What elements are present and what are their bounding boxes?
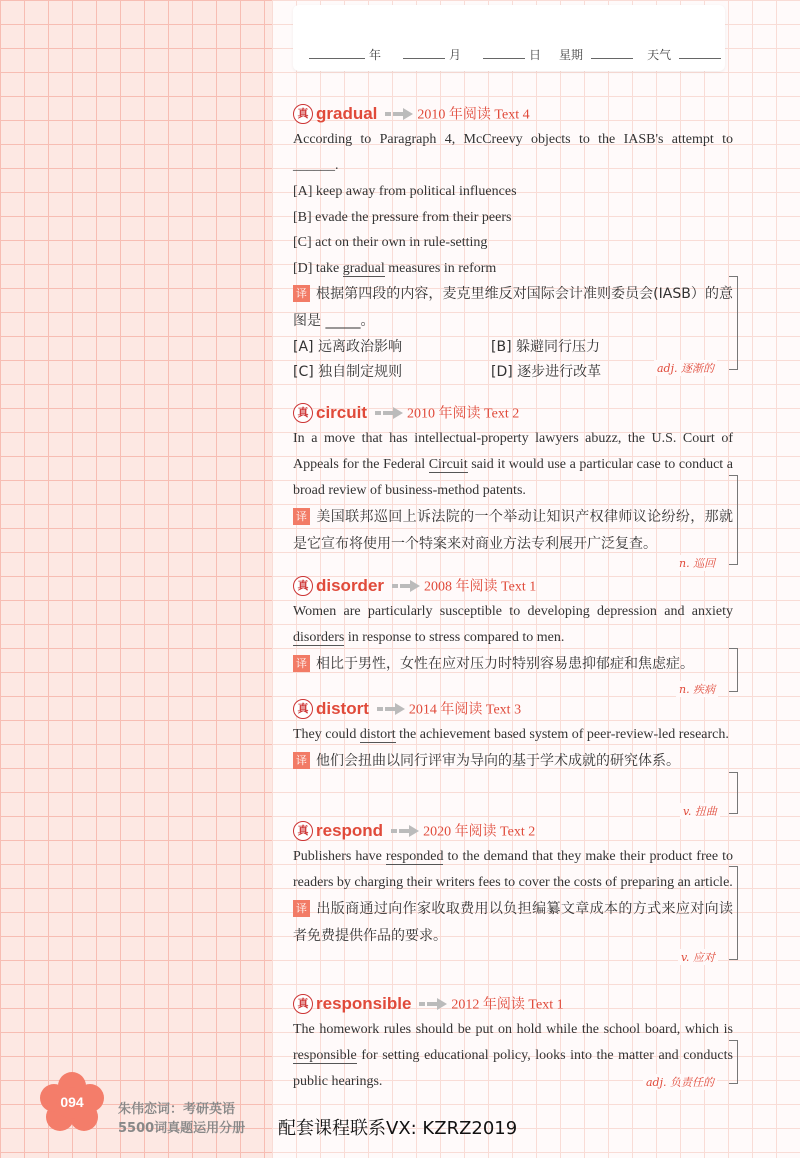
year-blank [309, 48, 365, 59]
example-sentence [293, 844, 733, 896]
bracket-line [729, 1040, 738, 1084]
translation [293, 504, 733, 558]
grid-background-left [0, 0, 272, 1158]
entry-circuit [293, 402, 733, 558]
translation-badge-icon: 译 [293, 285, 310, 302]
translation-text: 他们会扭曲以同行评审为导向的基于学术成就的研究体系。 [316, 753, 680, 769]
option-a: [A] keep away from political influences [293, 184, 517, 199]
source-label: 2020 年阅读 Text 2 [423, 824, 536, 840]
entry-header [293, 575, 733, 599]
translation [293, 748, 733, 775]
headword: gradual [316, 103, 378, 123]
sentence-prefix: They could [293, 727, 360, 742]
keyword-underlined: responded [385, 849, 444, 864]
option-b: [B] evade the pressure from their peers [293, 209, 512, 225]
day-label: 日 [529, 48, 542, 62]
zhen-badge-icon: 真 [293, 994, 313, 1014]
translation [293, 281, 733, 335]
part-of-speech: adj. 逐渐的 [654, 360, 717, 376]
arrow-icon [391, 825, 419, 837]
source-label: 2010 年阅读 Text 2 [407, 406, 520, 422]
keyword-underlined: gradual [342, 260, 385, 276]
arrow-icon [419, 998, 447, 1010]
headword: disorder [316, 575, 385, 595]
option-d [293, 256, 733, 282]
headword: distort [316, 698, 369, 718]
sentence-suffix: to the demand that they make their product free to readers by charging their writers fees to cover the costs of preparing an article. [293, 849, 733, 890]
entry-disorder [293, 575, 733, 678]
example-sentence [293, 599, 733, 651]
entry-header [293, 402, 733, 426]
contact-note: 配套课程联系VX: KZRZ2019 [278, 1118, 518, 1139]
weather-blank [679, 48, 721, 59]
keyword-underlined: Circuit [428, 457, 468, 472]
zhen-badge-icon: 真 [293, 403, 313, 423]
date-header-line [305, 46, 725, 63]
translation-badge-icon: 译 [293, 752, 310, 769]
weather-label: 天气 [647, 48, 672, 62]
part-of-speech: adj. 负责任的 [643, 1074, 717, 1090]
bracket-line [729, 648, 738, 692]
bracket-line [729, 772, 738, 814]
part-of-speech: v. 应对 [678, 949, 718, 965]
sentence-suffix: said it would use a particular case to conduct a broad review of business-method patents. [293, 457, 733, 498]
headword: responsible [316, 993, 412, 1013]
sentence-suffix: for setting educational policy, looks into the matter and conducts public hearings. [293, 1048, 733, 1089]
part-of-speech: n. 巡回 [676, 555, 718, 571]
weekday-blank [591, 48, 633, 59]
arrow-icon [377, 703, 405, 715]
source-label: 2012 年阅读 Text 1 [451, 997, 564, 1013]
sentence-prefix: Women are particularly susceptible to developing depression and anxiety [293, 604, 733, 619]
keyword-underlined: responsible [293, 1048, 357, 1063]
translation-text: 出版商通过向作家收取费用以负担编纂文章成本的方式来应对向读者免费提供作品的要求。 [293, 901, 733, 944]
day-blank [483, 48, 525, 59]
question-text: According to Paragraph 4, McCreevy objects to the IASB's attempt to ______. [293, 132, 733, 173]
entry-gradual [293, 103, 733, 385]
sentence-prefix: In a move that has intellectual-property lawyers abuzz, the U.S. Court of Appeals for the Federal [293, 431, 733, 472]
entry-header [293, 698, 733, 722]
part-of-speech: v. 扭曲 [680, 803, 720, 819]
zh-option-a: [A] 远离政治影响 [293, 339, 402, 355]
bracket-line [729, 475, 738, 565]
translation [293, 896, 733, 950]
bracket-line [729, 866, 738, 960]
sentence-suffix: in response to stress compared to men. [344, 630, 565, 645]
zh-option-b: [B] 躲避同行压力 [491, 339, 600, 355]
bracket-line [729, 276, 738, 370]
entry-header [293, 820, 733, 844]
weekday-label: 星期 [559, 48, 584, 62]
arrow-icon [385, 108, 413, 120]
source-label: 2010 年阅读 Text 4 [417, 107, 530, 123]
entry-header [293, 993, 733, 1017]
translation-badge-icon: 译 [293, 900, 310, 917]
entry-header [293, 103, 733, 127]
zhen-badge-icon: 真 [293, 821, 313, 841]
book-brand [118, 1100, 245, 1138]
zhen-badge-icon: 真 [293, 104, 313, 124]
sentence-prefix: Publishers have [293, 849, 386, 864]
example-sentence [293, 722, 733, 748]
part-of-speech: n. 疾病 [676, 681, 718, 697]
sentence-suffix: the achievement based system of peer-review-led research. [395, 727, 729, 742]
source-label: 2008 年阅读 Text 1 [424, 579, 537, 595]
option-d-prefix: [D] take [293, 260, 343, 276]
zh-option-d: [D] 逐步进行改革 [491, 364, 602, 380]
translation-badge-icon: 译 [293, 508, 310, 525]
headword: circuit [316, 402, 368, 422]
keyword-underlined: distort [359, 727, 396, 742]
zhen-badge-icon: 真 [293, 699, 313, 719]
keyword-underlined: disorders [293, 630, 345, 645]
brand-line-1: 朱伟恋词：考研英语 [118, 1102, 236, 1117]
arrow-icon [392, 580, 420, 592]
arrow-icon [375, 407, 403, 419]
zh-option-c: [C] 独自制定规则 [293, 364, 403, 380]
month-blank [403, 48, 445, 59]
year-label: 年 [369, 48, 382, 62]
example-sentence [293, 426, 733, 504]
translation [293, 651, 733, 678]
option-d-suffix: measures in reform [384, 260, 497, 276]
month-label: 月 [449, 48, 462, 62]
page-number: 094 [60, 1094, 84, 1110]
translation-text: 美国联邦巡回上诉法院的一个举动让知识产权律师议论纷纷，那就是它宣布将使用一个特案来对商业方法专利展开广泛复查。 [293, 509, 733, 552]
translation-badge-icon: 译 [293, 655, 310, 672]
translation-text: 根据第四段的内容，麦克里维反对国际会计准则委员会(IASB）的意图是 _____。 [293, 286, 733, 329]
source-label: 2014 年阅读 Text 3 [408, 702, 522, 718]
entry-respond [293, 820, 733, 950]
option-c: [C] act on their own in rule-setting [293, 235, 488, 250]
sentence-prefix: The homework rules should be put on hold while the school board, which is [293, 1022, 733, 1037]
translation-text: 相比于男性，女性在应对压力时特别容易患抑郁症和焦虑症。 [316, 656, 694, 672]
entry-distort [293, 698, 733, 775]
headword: respond [316, 820, 384, 840]
brand-line-2: 5500词真题运用分册 [118, 1121, 246, 1136]
zhen-badge-icon: 真 [293, 576, 313, 596]
